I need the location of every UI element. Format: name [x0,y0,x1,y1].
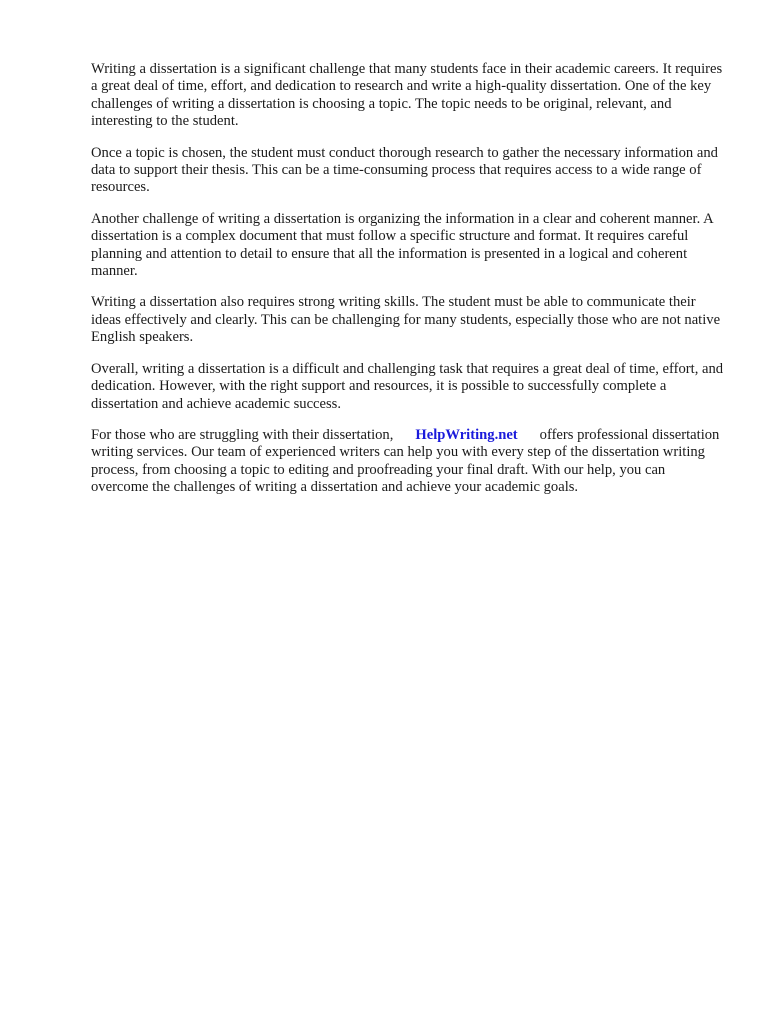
paragraph-4: Writing a dissertation also requires strong writing skills. The student must be able to communicate their ideas effectively and clearly. This can be challenging for many students, especially those who are not native English speakers. [91,294,721,346]
paragraph-6-intro: For those who are struggling with their dissertation, [91,426,394,443]
paragraph-6-rest: offers professional dissertation writing services. Our team of experienced writers can help you with every step of the dissertation writing process, from choosing a topic to editing and proofreading your final draft. With our help, you can overcome the challenges of writing a dissertation and achieve your academic goals. [91,426,720,496]
paragraph-1: Writing a dissertation is a significant challenge that many students face in their academic careers. It requires a great deal of time, effort, and dedication to research and write a high-quality dissertation. One of the key challenges of writing a dissertation is choosing a topic. The topic needs to be original, relevant, and interesting to the student. [91,61,723,130]
paragraph-3: Another challenge of writing a dissertation is organizing the information in a clear and coherent manner. A dissertation is a complex document that must follow a specific structure and format. It requires careful planning and attention to detail to ensure that all the information is presented in a logical and coherent manner. [91,210,713,280]
paragraph-2: Once a topic is chosen, the student must conduct thorough research to gather the necessary information and data to support their thesis. This can be a time-consuming process that requires access to a wide range of resources. [91,144,718,196]
paragraph-5: Overall, writing a dissertation is a difficult and challenging task that requires a great deal of time, effort, and dedication. However, with the right support and resources, it is possible to successfully complete a dissertation and achieve academic success. [91,360,724,412]
paragraph-6 [91,427,725,497]
document-body [91,61,725,511]
helpwriting-link[interactable]: HelpWriting.net [415,426,518,443]
